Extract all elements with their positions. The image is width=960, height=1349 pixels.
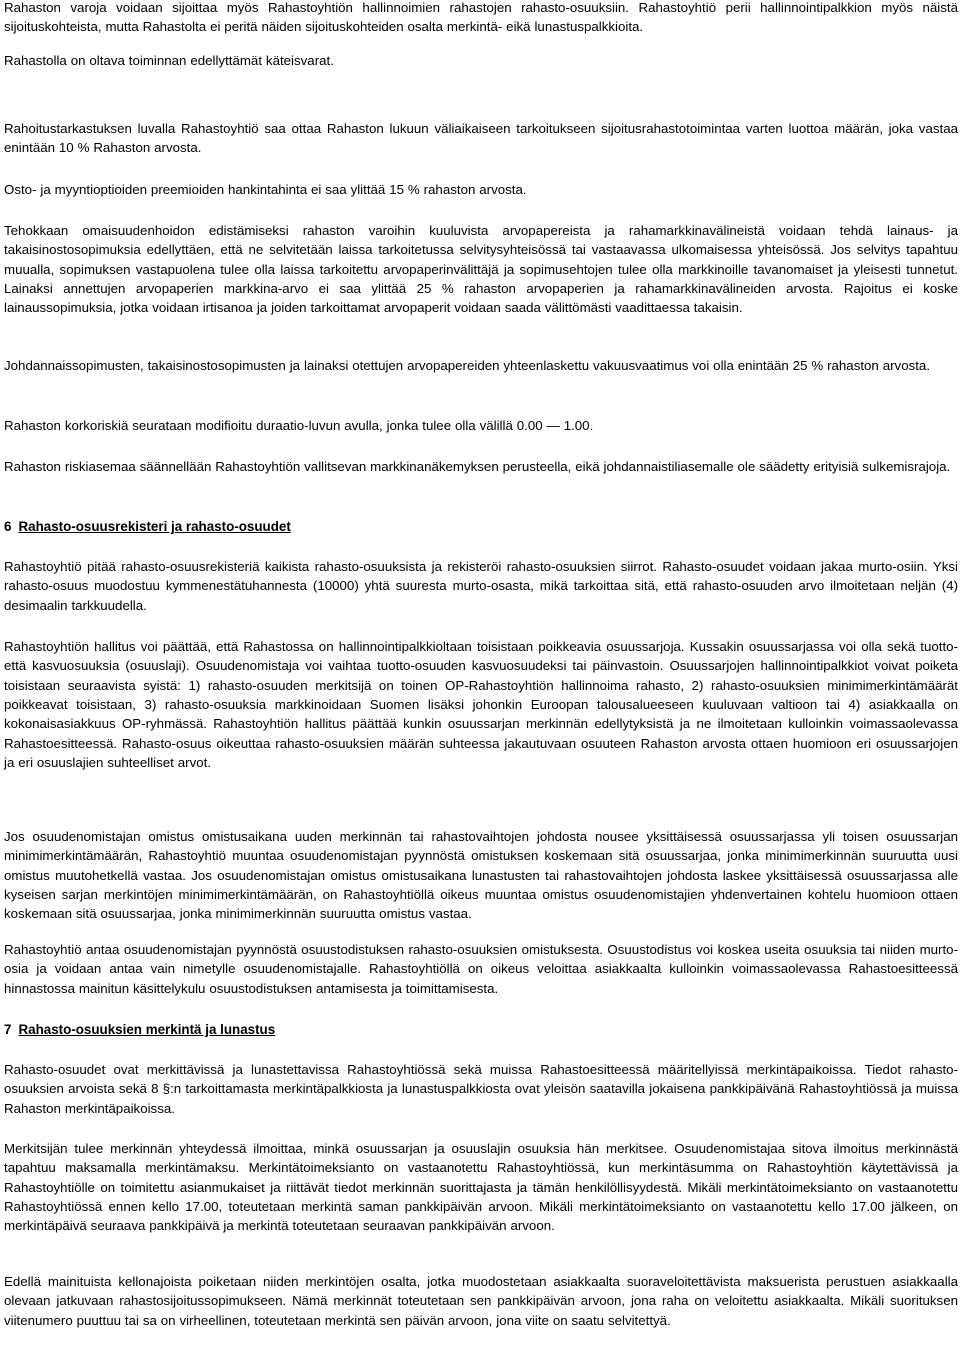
section-number: 6 [4, 519, 12, 534]
paragraph-borrowing: Rahoitustarkastuksen luvalla Rahastoyhtiö saa ottaa Rahaston lukuun väliaikaiseen tarkoitukseen sijoitusrahastotoimintaa varten luottoa määrän, joka vastaa enintään 10 % Rahaston arvosta. [4, 121, 958, 156]
paragraph-series-conversion: Jos osuudenomistajan omistus omistusaikana uuden merkinnän tai rahastovaihtojen johdosta nousee yksittäisessä osuussarjassa yli toisen osuussarjan minimimerkintämäärän, Rahastoyhtiö muuntaa osuudenomistajan pyynnöstä omistuksen koskemaan sitä osuussarjaa, jonka minimimerkinnän suuruutta uusi omistus muutohetkellä vastaa. Jos osuudenomistajan omistus omistusaikana lunastusten tai rahastovaihtojen johdosta laskee yksittäisessä osuussarjassa alle kyseisen sarjan merkintöjen minimimerkintämäärän, on Rahastoyhtiöllä oikeus muuntaa omistus osuudenomistajien yhdenvertainen kohtelu huomioon ottaen koskemaan sitä osuussarjaa, jonka minimimerkinnän suuruutta omistus vastaa. [4, 829, 958, 922]
paragraph-interest-risk: Rahaston korkoriskiä seurataan modifioitu duraatio-luvun avulla, jonka tulee olla välillä 0.00 — 1.00. [4, 418, 594, 433]
section-title: Rahasto-osuuksien merkintä ja lunastus [18, 1022, 276, 1037]
paragraph-lending-repo: Tehokkaan omaisuudenhoidon edistämiseksi rahaston varoihin kuuluvista arvopapereista ja rahamarkkinavälineistä voidaan tehdä lainaus- ja takaisinostosopimuksia edellyttäen, että ne selvitetään laissa tarkoitetussa selvitysyhteisössä tai vastaavassa ulkomaisessa yhteisössä. Jos selvitys tapahtuu muualla, sopimuksen vastapuolena tulee olla laissa tarkoitettu arvopaperinvälittäjä ja sopimusehtojen tulee olla markkinoille tavanomaiset ja yleisesti tunnetut. Lainaksi annettujen arvopaperien markkina-arvo ei saa ylittää 25 % rahaston arvopaperien ja rahamarkkinavälineiden arvosta. Rajoitus ei koske lainaussopimuksia, jotka voidaan irtisanoa ja joiden tarkoittamat arvopaperit voidaan saada välittömästi vaadittaessa takaisin. [4, 223, 958, 316]
paragraph-unit-series: Rahastoyhtiön hallitus voi päättää, että Rahastossa on hallinnointipalkkioltaan toisistaan poikkeavia osuussarjoja. Kussakin osuussarjassa voi olla sekä tuotto- että kasvuosuuksia (osuuslaji). Osuudenomistaja voi vaihtaa tuotto-osuuden kasvuosuudeksi tai päinvastoin. Osuussarjojen hallinnointipalkkiot voivat poiketa toisistaan seuraavista syistä: 1) rahasto-osuuden merkitsijä on toinen OP-Rahastoyhtiön hallinnoima rahasto, 2) rahasto-osuuksien minimimerkintämäärät poikkeavat toisistaan, 3) rahasto-osuuksia markkinoidaan Suomen lisäksi johonkin Euroopan talousalueeseen kuuluvaan valtioon tai 4) asiakkaalla on kokonaisasiakkuus OP-ryhmässä. Rahastoyhtiön hallitus päättää kunkin osuussarjan merkinnän edellytyksistä ja ne ilmoitetaan kulloinkin voimassaolevassa Rahastoesitteessä. Rahasto-osuus oikeuttaa rahasto-osuuksien määrän suhteessa jakautuvaan osuuteen Rahaston arvosta ottaen huomioon eri osuussarjojen ja eri osuuslajien suhteelliset arvot. [4, 639, 958, 771]
paragraph-collateral: Johdannaissopimusten, takaisinostosopimusten ja lainaksi otettujen arvopapereiden yhteenlaskettu vakuusvaatimus voi olla enintään 25 % rahaston arvosta. [4, 358, 931, 373]
paragraph-cash-reserves: Rahastolla on oltava toiminnan edellyttämät käteisvarat. [4, 53, 334, 68]
paragraph-fund-investments: Rahaston varoja voidaan sijoittaa myös Rahastoyhtiön hallinnoimien rahastojen rahasto-osuuksiin. Rahastoyhtiö perii hallinnointipalkkion myös näistä sijoituskohteista, mutta Rahastolta ei peritä näiden sijoituskohteiden osalta merkintä- eikä lunastuspalkkioita. [4, 0, 958, 35]
section-title: Rahasto-osuusrekisteri ja rahasto-osuudet [18, 519, 291, 534]
section-heading-6 [4, 517, 291, 536]
paragraph-risk-position: Rahaston riskiasemaa säännellään Rahastoyhtiön vallitsevan markkinanäkemyksen perusteella, eikä johdannaistiliasemalle ole säädetty erityisiä sulkemisrajoja. [4, 459, 951, 474]
paragraph-subscription-places: Rahasto-osuudet ovat merkittävissä ja lunastettavissa Rahastoyhtiössä sekä muissa Rahastoesitteessä määritellyissä merkintäpaikoissa. Tiedot rahasto-osuuksien arvoista sekä 8 §:n tarkoittamasta merkintäpalkkiosta ja lunastuspalkkiosta ovat yleisön saatavilla jokaisena pankkipäivänä Rahastoyhtiössä ja muissa Rahaston merkintäpaikoissa. [4, 1062, 958, 1116]
paragraph-direct-debit: Edellä mainituista kellonajoista poiketaan niiden merkintöjen osalta, jotka muodostetaan asiakkaalta suoraveloitettävista maksuerista perustuen asiakkaalla olevaan jatkuvaan rahastosijoitussopimukseen. Nämä merkinnät toteutetaan sen pankkipäivän arvoon, jona raha on veloitettu asiakkaalta. Mikäli suorituksen viitenumero puuttuu tai sa on virheellinen, toteutetaan merkintä sen päivän arvoon, jona viite on saatu selvitettyä. [4, 1274, 958, 1328]
paragraph-unit-certificate: Rahastoyhtiö antaa osuudenomistajan pyynnöstä osuustodistuksen rahasto-osuuksien omistuksesta. Osuustodistus voi koskea useita osuuksia tai niiden murto-osia ja voidaan antaa vain nimetylle osuudenomistajalle. Rahastoyhtiöllä on oikeus veloittaa asiakkaalta kulloinkin voimassaolevassa Rahastoesitteessä hinnastossa mainitun käsittelykulu osuustodistuksen antamisesta ja toimittamisesta. [4, 942, 958, 996]
paragraph-subscription-rules: Merkitsijän tulee merkinnän yhteydessä ilmoittaa, minkä osuussarjan ja osuuslajin osuuksia hän merkitsee. Osuudenomistajaa sitova ilmoitus merkinnästä tapahtuu maksamalla merkintämaksu. Merkintätoimeksianto on vastaanotettu Rahastoyhtiössä, kun merkintäsumma on Rahastoyhtiön käytettävissä ja Rahastoyhtiölle on toimitettu asianmukaiset ja riittävät tiedot merkinnän suorittajasta ja tämän henkilöllisyydestä. Mikäli merkintätoimeksianto on vastaanotettu Rahastoyhtiössä ennen kello 17.00, toteutetaan merkintä saman pankkipäivän arvoon. Mikäli merkintätoimeksianto on vastaanotettu kello 17.00 jälkeen, on merkintäpäivä seuraava pankkipäivä ja merkintä toteutetaan seuraavan pankkipäivän arvoon. [4, 1141, 958, 1234]
paragraph-unit-register: Rahastoyhtiö pitää rahasto-osuusrekisteriä kaikista rahasto-osuuksista ja rekisteröi rahasto-osuuksien siirrot. Rahasto-osuudet voidaan jakaa murto-osiin. Yksi rahasto-osuus muodostuu kymmenestätuhannesta (10000) yhtä suuresta murto-osasta, mikä tarkoittaa sitä, että rahasto-osuuden arvo ilmoitetaan neljän (4) desimaalin tarkkuudella. [4, 559, 958, 613]
section-heading-7 [4, 1020, 275, 1039]
section-number: 7 [4, 1022, 12, 1037]
paragraph-options: Osto- ja myyntioptioiden preemioiden hankintahinta ei saa ylittää 15 % rahaston arvosta. [4, 182, 527, 197]
